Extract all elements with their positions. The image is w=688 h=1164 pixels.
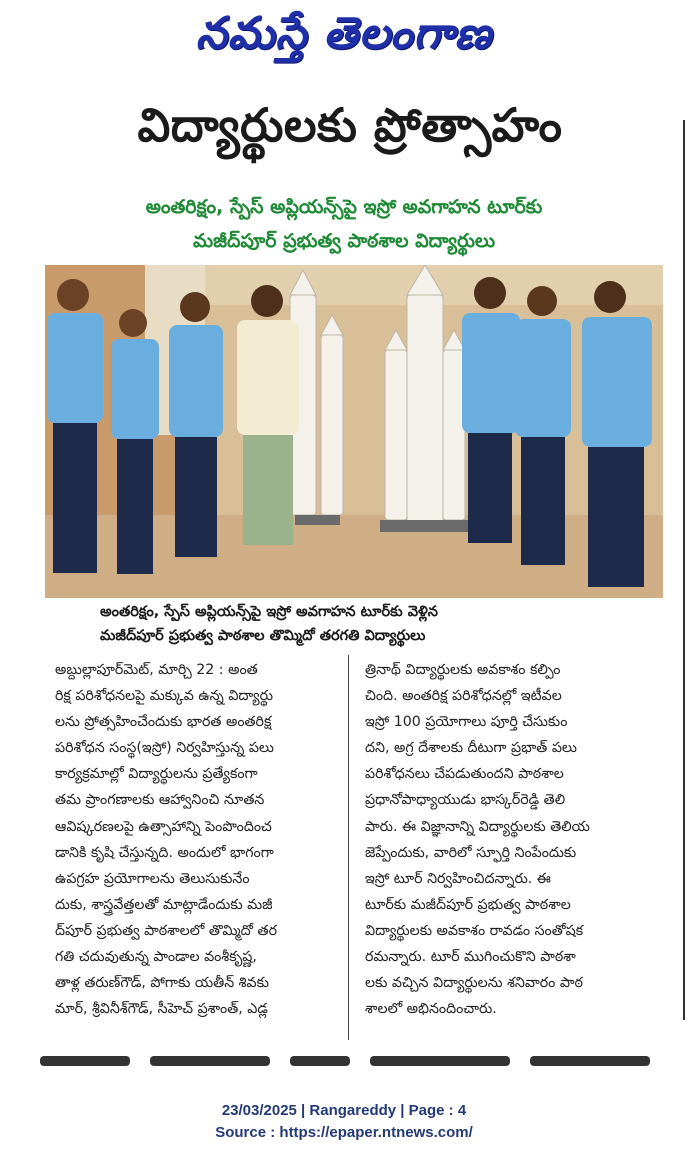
cut-off-text-strip: [40, 1050, 660, 1072]
page-footer: [0, 1100, 688, 1144]
page-edge-rule: [683, 120, 685, 1020]
footer-date-edition: 23/03/2025 | Rangareddy | Page : 4: [221, 1102, 467, 1119]
newspaper-logo: నమస్తే తెలంగాణ: [195, 8, 493, 59]
article-left-column: [55, 657, 345, 1022]
news-photo: [45, 265, 663, 598]
caption-line-1: అంతరిక్షం, స్పేస్ అప్లియన్స్‌పై ఇస్రో అవగాహన టూర్‌కు వెళ్లిన: [100, 604, 438, 620]
subheadline-line-2: మజీద్‌పూర్ ప్రభుత్వ పాఠశాల విద్యార్థులు: [192, 230, 496, 252]
students-with-rocket-models-image: [45, 265, 663, 598]
subheadline: [40, 190, 648, 258]
caption-line-2: మజీద్‌పూర్ ప్రభుత్వ పాఠశాల తొమ్మిదో తరగతి విద్యార్థులు: [100, 628, 426, 644]
article-right-column: [365, 657, 657, 1022]
footer-source-link[interactable]: Source : https://epaper.ntnews.com/: [215, 1124, 473, 1141]
headline: విద్యార్థులకు ప్రోత్సాహం: [137, 98, 563, 152]
article-left-text: అబ్దుల్లాపూర్‌మెట్, మార్చి 22 : అంత రిక్ష పరిశోధనలపై మక్కువ ఉన్న విద్యార్థు లను ప్రోత్సహించేందుకు భారత అంతరిక్ష పరిశోధన సంస్థ(ఇస్రో) నిర్వహిస్తున్న పలు కార్యక్రమాల్లో విద్యార్థులను ప్రత్యేకంగా తమ ప్రాంగణాలకు ఆహ్వానించి నూతన ఆవిష్కరణలపై ఉత్సాహాన్ని పెంపొందించ డానికి కృషి చేస్తున్నది. అందులో భాగంగా ఉపగ్రహ ప్రయోగాలను తెలుసుకునేం దుకు, శాస్త్రవేత్తలతో మాట్లాడేందుకు మజీ ద్‌పూర్ ప్రభుత్వ పాఠశాలలో తొమ్మిదో తర గతి చదువుతున్న పాండాల వంశీకృష్ణ, తాళ్ల తరుణ్‌గౌడ్, పోగాకు యతీన్ శివకు మార్, శ్రీవినీశ్‌గౌడ్, సీహెచ్ ప్రశాంత్, ఎడ్ల: [55, 662, 277, 1018]
column-divider: [348, 655, 349, 1040]
masthead: [0, 0, 688, 80]
article-right-text: త్రినాథ్ విద్యార్థులకు అవకాశం కల్పిం చింది. అంతరిక్ష పరిశోధనల్లో ఇటీవల ఇస్రో 100 ప్రయోగాలు పూర్తి చేసుకుం దని, అగ్ర దేశాలకు దీటుగా ప్రభాత్ పలు పరిశోధనలు చేపడుతుందని పాఠశాల ప్రధానోపాధ్యాయుడు భాస్కర్‌రెడ్డి తెలి పారు. ఈ విజ్ఞానాన్ని విద్యార్థులకు తెలియ జెప్పేందుకు, వారిలో స్ఫూర్తి నింపేందుకు ఇస్రో టూర్ నిర్వహించిదన్నారు. ఈ టూర్‌కు మజీద్‌పూర్ ప్రభుత్వ పాఠశాల విద్యార్థులకు అవకాశం రావడం సంతోషక రమన్నారు. టూర్ ముగించుకొని పాఠశా లకు వచ్చిన విద్యార్థులను శనివారం పాఠ శాలలో అభినందించారు.: [365, 662, 590, 1018]
photo-caption: [100, 600, 620, 648]
subheadline-line-1: అంతరిక్షం, స్పేస్ అప్లియన్స్‌పై ఇస్రో అవగాహన టూర్‌కు: [145, 196, 543, 218]
